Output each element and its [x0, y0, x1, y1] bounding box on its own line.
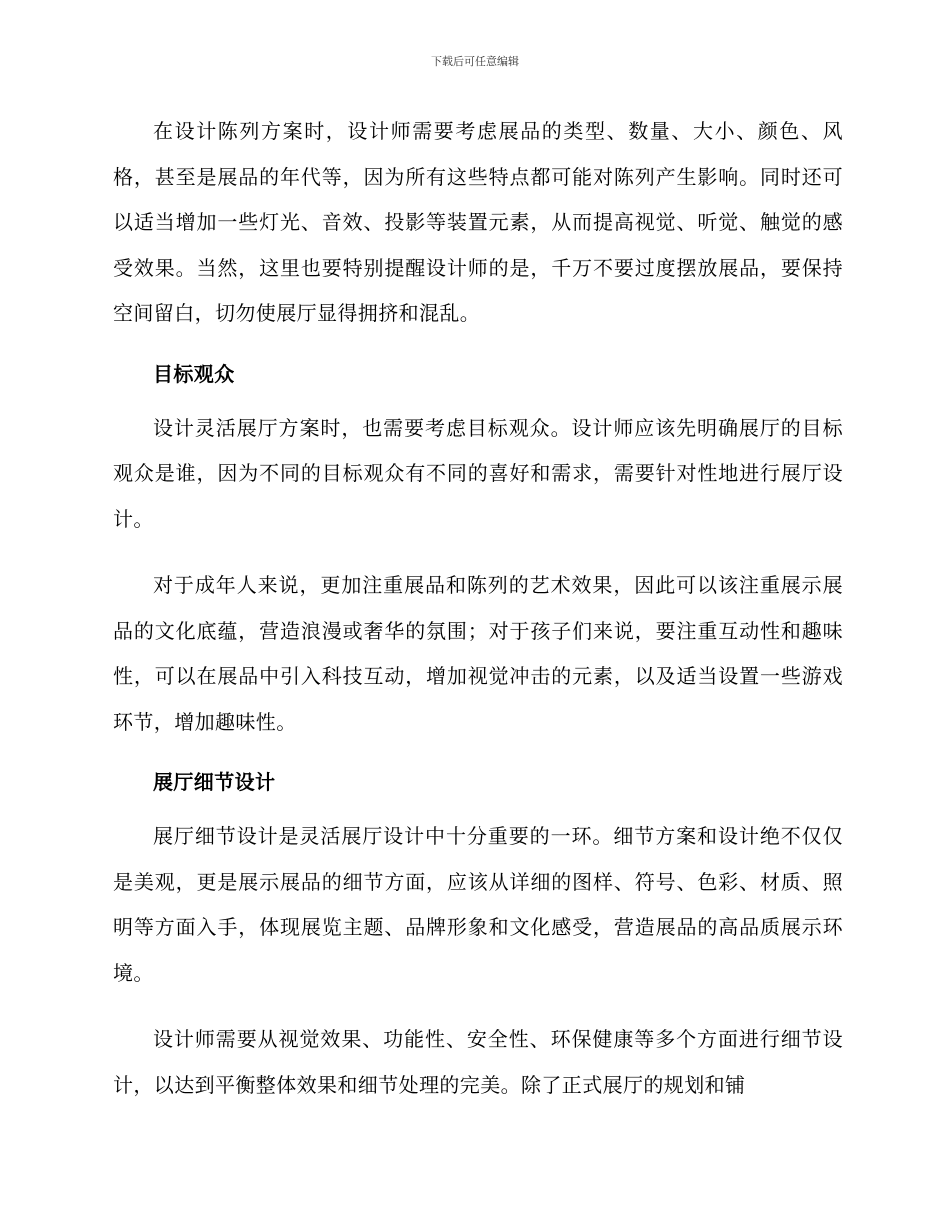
page-header: 下载后可任意编辑	[431, 55, 519, 68]
paragraph-adults-children: 对于成年人来说，更加注重展品和陈列的艺术效果，因此可以该注重展示展品的文化底蕴，营造浪漫或奢华的氛围；对于孩子们来说，要注重互动性和趣味性，可以在展品中引入科技互动，增加视觉冲击的元素，以及适当设置一些游戏环节，增加趣味性。	[113, 573, 843, 734]
paragraph-target-audience: 设计灵活展厅方案时，也需要考虑目标观众。设计师应该先明确展厅的目标观众是谁，因为不同的目标观众有不同的喜好和需求，需要针对性地进行展厅设计。	[113, 415, 843, 531]
paragraph-display-plan: 在设计陈列方案时，设计师需要考虑展品的类型、数量、大小、颜色、风格，甚至是展品的年代等，因为所有这些特点都可能对陈列产生影响。同时还可以适当增加一些灯光、音效、投影等装置元素，从而提高视觉、听觉、触觉的感受效果。当然，这里也要特别提醒设计师的是，千万不要过度摆放展品，要保持空间留白，切勿使展厅显得拥挤和混乱。	[113, 119, 843, 325]
paragraph-designer-needs: 设计师需要从视觉效果、功能性、安全性、环保健康等多个方面进行细节设计，以达到平衡整体效果和细节处理的完美。除了正式展厅的规划和铺	[113, 1027, 843, 1097]
section-heading-detail-design: 展厅细节设计	[153, 770, 276, 794]
document-body	[113, 109, 843, 1129]
section-heading-target-audience: 目标观众	[153, 361, 235, 386]
paragraph-detail-design: 展厅细节设计是灵活展厅设计中十分重要的一环。细节方案和设计绝不仅仅是美观，更是展示展品的细节方面，应该从详细的图样、符号、色彩、材质、照明等方面入手，体现展览主题、品牌形象和文化感受，营造展品的高品质展示环境。	[113, 824, 843, 985]
